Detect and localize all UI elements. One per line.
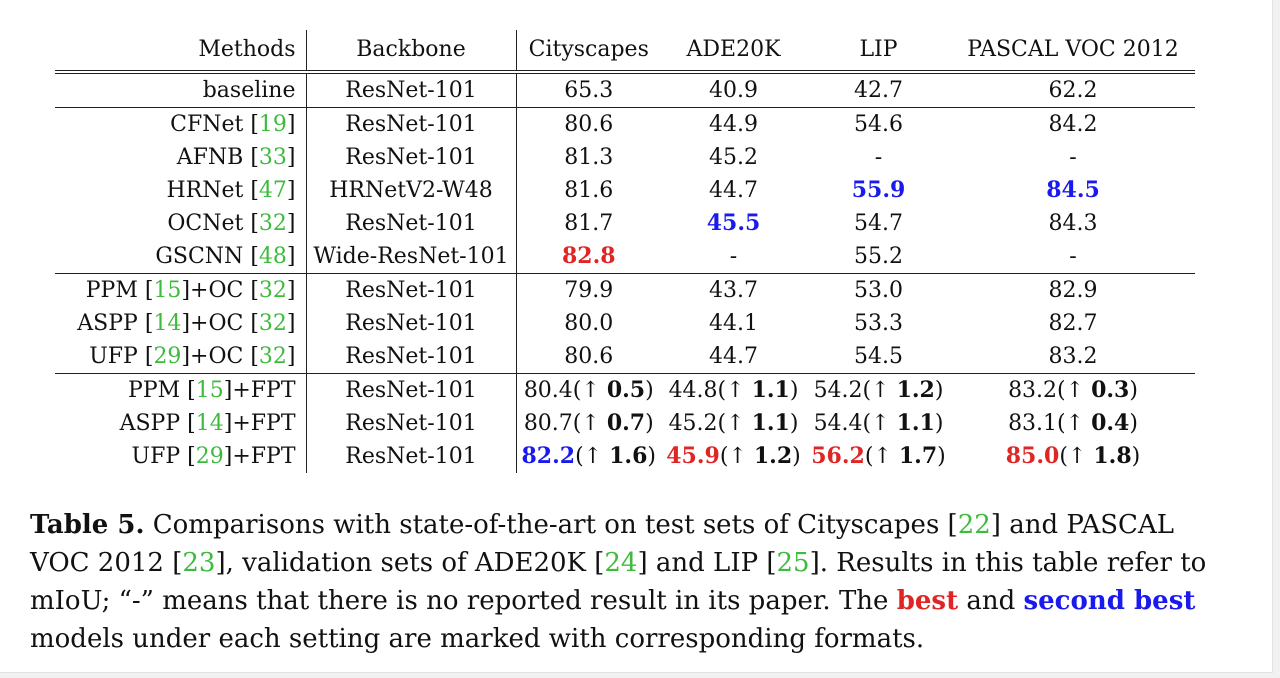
text-segment: ] — [286, 243, 296, 269]
text-segment: (↑ — [864, 444, 899, 469]
best-value: 45.9 — [666, 443, 720, 469]
text-segment: 83.1(↑ — [1008, 411, 1092, 436]
text-segment: Comparisons with state-of-the-art on test sets of Cityscapes [ — [144, 510, 958, 540]
table-caption — [30, 506, 1240, 658]
cell-cityscapes — [516, 240, 661, 274]
text-segment: 54.2(↑ — [813, 378, 897, 403]
table-row — [55, 207, 1195, 240]
second-best-value: second best — [1023, 586, 1196, 616]
cell-cityscapes — [516, 340, 661, 374]
text-segment: [ — [250, 243, 259, 269]
text-segment: 44.9 — [709, 111, 758, 137]
cell-cityscapes — [516, 374, 661, 408]
second-best-value: 84.5 — [1046, 177, 1100, 203]
text-segment: ] and LIP [ — [637, 548, 777, 578]
table-row — [55, 307, 1195, 340]
cell-backbone: ResNet-101 — [306, 72, 516, 108]
cell-method — [55, 274, 306, 308]
table-row — [55, 340, 1195, 374]
text-segment: CFNet — [170, 111, 251, 137]
header-lip: LIP — [806, 30, 951, 72]
text-segment: 80.7(↑ — [523, 411, 607, 436]
text-segment: ) — [934, 378, 944, 403]
cell-method — [55, 141, 306, 174]
cell-pascal-voc — [951, 274, 1195, 308]
gain-value: 0.4 — [1091, 410, 1130, 436]
header-cityscapes: Cityscapes — [516, 30, 661, 72]
gain-value: 0.3 — [1091, 377, 1130, 403]
cell-cityscapes — [516, 307, 661, 340]
gain-value: 1.1 — [751, 410, 790, 436]
table-body — [55, 72, 1195, 473]
results-table-container — [55, 30, 1195, 473]
cell-method — [55, 72, 306, 108]
cell-ade20k — [661, 174, 806, 207]
table-row — [55, 174, 1195, 207]
citation-ref: 14 — [153, 310, 182, 336]
text-segment: ] — [286, 210, 296, 236]
cell-lip — [806, 440, 951, 473]
cell-backbone: ResNet-101 — [306, 340, 516, 374]
cell-method — [55, 340, 306, 374]
header-backbone: Backbone — [306, 30, 516, 72]
gain-value: 0.5 — [606, 377, 646, 403]
cell-pascal-voc — [951, 240, 1195, 274]
best-value: best — [896, 586, 959, 616]
cell-lip — [806, 307, 951, 340]
text-segment: 84.2 — [1048, 111, 1098, 137]
table-row — [55, 72, 1195, 108]
text-segment: ) — [937, 444, 946, 469]
cell-pascal-voc — [951, 307, 1195, 340]
text-segment: [ — [250, 111, 259, 137]
cell-ade20k — [661, 207, 806, 240]
cell-cityscapes — [516, 440, 661, 473]
text-segment: 44.7 — [709, 343, 758, 369]
second-best-value: 55.9 — [851, 177, 906, 203]
citation-ref: 32 — [258, 277, 287, 303]
cell-cityscapes — [516, 72, 661, 108]
text-segment: 44.8(↑ — [668, 378, 752, 403]
cell-cityscapes — [516, 108, 661, 142]
text-segment: (↑ — [719, 444, 754, 469]
gain-value: 1.7 — [898, 443, 938, 469]
cell-ade20k — [661, 440, 806, 473]
cell-backbone: ResNet-101 — [306, 207, 516, 240]
cell-backbone: ResNet-101 — [306, 374, 516, 408]
text-segment: ] — [286, 111, 296, 137]
cell-method — [55, 307, 306, 340]
text-segment: ]+FPT — [223, 443, 296, 469]
text-segment: 81.7 — [564, 210, 614, 236]
text-segment: (↑ — [575, 444, 610, 469]
cell-backbone: Wide-ResNet-101 — [306, 240, 516, 274]
text-segment: UFP [ — [131, 443, 196, 469]
citation-ref: 14 — [195, 410, 224, 436]
gain-value: 1.6 — [609, 443, 648, 469]
second-best-value: 45.5 — [706, 210, 761, 236]
gain-value: 1.8 — [1093, 443, 1132, 469]
text-segment: ] — [286, 277, 296, 303]
cell-method — [55, 207, 306, 240]
cell-lip — [806, 407, 951, 440]
citation-ref: 48 — [258, 243, 287, 269]
cell-cityscapes — [516, 274, 661, 308]
text-segment: [ — [250, 210, 259, 236]
text-segment: HRNet — [166, 177, 251, 203]
cell-pascal-voc — [951, 207, 1195, 240]
caption-label: Table 5. — [30, 510, 145, 540]
best-value: 82.8 — [561, 243, 616, 269]
cell-lip — [806, 240, 951, 274]
cell-ade20k — [661, 141, 806, 174]
text-segment: 54.5 — [854, 343, 903, 369]
text-segment: UFP [ — [89, 343, 154, 369]
text-segment: AFNB — [176, 144, 251, 170]
text-segment: 80.4(↑ — [523, 378, 607, 403]
cell-ade20k — [661, 407, 806, 440]
text-segment: 54.7 — [854, 210, 903, 236]
text-segment: and — [958, 586, 1024, 616]
text-segment: 65.3 — [564, 77, 614, 103]
citation-ref: 47 — [258, 177, 287, 203]
text-segment: ]+FPT — [223, 377, 296, 403]
text-segment: ]+OC [ — [181, 310, 259, 336]
text-segment: ] — [286, 343, 296, 369]
best-value: 56.2 — [811, 443, 865, 469]
text-segment: ] — [286, 177, 296, 203]
cell-lip — [806, 274, 951, 308]
cell-lip — [806, 141, 951, 174]
table-row — [55, 407, 1195, 440]
citation-ref: 22 — [957, 510, 991, 540]
citation-ref: 15 — [195, 377, 224, 403]
text-segment: 42.7 — [854, 77, 903, 103]
cell-pascal-voc — [951, 174, 1195, 207]
text-segment: ) — [934, 411, 944, 436]
citation-ref: 23 — [182, 548, 216, 578]
cell-ade20k — [661, 72, 806, 108]
gain-value: 1.1 — [751, 377, 790, 403]
text-segment: 83.2(↑ — [1008, 378, 1092, 403]
text-segment: 54.4(↑ — [813, 411, 897, 436]
table-row — [55, 108, 1195, 142]
cell-pascal-voc — [951, 374, 1195, 408]
cell-backbone: ResNet-101 — [306, 307, 516, 340]
best-value: 85.0 — [1005, 443, 1060, 469]
text-segment: 55.2 — [854, 243, 903, 269]
text-segment: 45.2(↑ — [668, 411, 752, 436]
text-segment: PPM [ — [85, 277, 154, 303]
text-segment: baseline — [202, 77, 296, 103]
text-segment: ASPP [ — [119, 410, 196, 436]
text-segment: ) — [647, 444, 656, 469]
cell-lip — [806, 374, 951, 408]
text-segment: ) — [789, 378, 799, 403]
citation-ref: 24 — [604, 548, 638, 578]
cell-method — [55, 240, 306, 274]
text-segment: 84.3 — [1048, 210, 1098, 236]
cell-backbone: HRNetV2-W48 — [306, 174, 516, 207]
second-best-value: 82.2 — [521, 443, 576, 469]
cell-pascal-voc — [951, 407, 1195, 440]
text-segment: 80.0 — [564, 310, 614, 336]
cell-method — [55, 407, 306, 440]
text-segment: - — [729, 243, 738, 269]
table-row — [55, 141, 1195, 174]
text-segment: OCNet — [167, 210, 251, 236]
caption-text — [30, 510, 1206, 654]
cell-ade20k — [661, 108, 806, 142]
cell-backbone: ResNet-101 — [306, 440, 516, 473]
cell-lip — [806, 174, 951, 207]
cell-ade20k — [661, 240, 806, 274]
gain-value: 1.2 — [753, 443, 793, 469]
text-segment: ) — [792, 444, 801, 469]
text-segment: 40.9 — [709, 77, 758, 103]
text-segment: ) — [789, 411, 799, 436]
cell-backbone: ResNet-101 — [306, 407, 516, 440]
text-segment: 44.1 — [709, 310, 758, 336]
cell-backbone: ResNet-101 — [306, 141, 516, 174]
citation-ref: 19 — [258, 111, 287, 137]
table-row — [55, 440, 1195, 473]
text-segment: ) — [1129, 378, 1138, 403]
text-segment: GSCNN — [155, 243, 251, 269]
citation-ref: 25 — [776, 548, 810, 578]
header-pascal-voc: PASCAL VOC 2012 — [951, 30, 1195, 72]
text-segment: 44.7 — [709, 177, 758, 203]
citation-ref: 29 — [153, 343, 182, 369]
cell-ade20k — [661, 274, 806, 308]
text-segment: 81.6 — [564, 177, 614, 203]
table-row — [55, 240, 1195, 274]
cell-method — [55, 374, 306, 408]
text-segment: [ — [250, 144, 259, 170]
text-segment: 45.2 — [709, 144, 758, 170]
text-segment: models under each setting are marked with corresponding formats. — [30, 624, 925, 654]
cell-pascal-voc — [951, 440, 1195, 473]
citation-ref: 15 — [153, 277, 182, 303]
cell-lip — [806, 340, 951, 374]
cell-backbone: ResNet-101 — [306, 108, 516, 142]
citation-ref: 32 — [258, 310, 287, 336]
text-segment: ASPP [ — [77, 310, 154, 336]
text-segment: 83.2 — [1048, 343, 1098, 369]
text-segment: 53.0 — [854, 277, 903, 303]
cell-method — [55, 108, 306, 142]
text-segment: ], validation sets of ADE20K [ — [215, 548, 605, 578]
cell-pascal-voc — [951, 141, 1195, 174]
table-header-row — [55, 30, 1195, 72]
text-segment: 79.9 — [564, 277, 614, 303]
cell-cityscapes — [516, 141, 661, 174]
text-segment: 82.7 — [1048, 310, 1098, 336]
citation-ref: 32 — [258, 343, 287, 369]
text-segment: 81.3 — [564, 144, 614, 170]
text-segment: ) — [645, 378, 654, 403]
text-segment: 80.6 — [564, 111, 614, 137]
citation-ref: 29 — [195, 443, 224, 469]
cell-cityscapes — [516, 407, 661, 440]
cell-pascal-voc — [951, 108, 1195, 142]
gain-value: 1.1 — [896, 410, 935, 436]
text-segment: [ — [250, 177, 259, 203]
gain-value: 0.7 — [606, 410, 646, 436]
gain-value: 1.2 — [896, 377, 935, 403]
cell-ade20k — [661, 374, 806, 408]
text-segment: 43.7 — [709, 277, 758, 303]
cell-cityscapes — [516, 174, 661, 207]
text-segment: PPM [ — [128, 377, 196, 403]
text-segment: 80.6 — [564, 343, 614, 369]
text-segment: ) — [1129, 411, 1138, 436]
cell-pascal-voc — [951, 340, 1195, 374]
cell-lip — [806, 72, 951, 108]
text-segment: ] — [286, 144, 296, 170]
text-segment: ) — [1131, 444, 1141, 469]
citation-ref: 33 — [258, 144, 287, 170]
cell-cityscapes — [516, 207, 661, 240]
text-segment: 54.6 — [854, 111, 903, 137]
text-segment: ]+OC [ — [181, 277, 259, 303]
text-segment: ]+OC [ — [181, 343, 259, 369]
text-segment: ]. Results in this table refer to mIoU; “-” means that there is no reported result in its paper. The — [30, 548, 1207, 616]
cell-ade20k — [661, 340, 806, 374]
cell-lip — [806, 108, 951, 142]
text-segment: - — [1069, 144, 1077, 170]
cell-method — [55, 440, 306, 473]
text-segment: ] and PASCAL VOC 2012 [ — [30, 510, 1174, 578]
text-segment: 82.9 — [1048, 277, 1098, 303]
citation-ref: 32 — [258, 210, 287, 236]
header-ade20k: ADE20K — [661, 30, 806, 72]
table-row — [55, 274, 1195, 308]
text-segment: 53.3 — [854, 310, 903, 336]
text-segment: (↑ — [1059, 444, 1094, 469]
cell-lip — [806, 207, 951, 240]
text-segment: 62.2 — [1048, 77, 1098, 103]
table-row — [55, 374, 1195, 408]
results-table — [55, 30, 1195, 473]
text-segment: - — [874, 144, 883, 170]
cell-pascal-voc — [951, 72, 1195, 108]
cell-ade20k — [661, 307, 806, 340]
header-methods: Methods — [55, 30, 306, 72]
cell-backbone: ResNet-101 — [306, 274, 516, 308]
text-segment: ] — [286, 310, 296, 336]
text-segment: ]+FPT — [223, 410, 296, 436]
text-segment: - — [1069, 243, 1077, 269]
cell-method — [55, 174, 306, 207]
text-segment: ) — [645, 411, 654, 436]
